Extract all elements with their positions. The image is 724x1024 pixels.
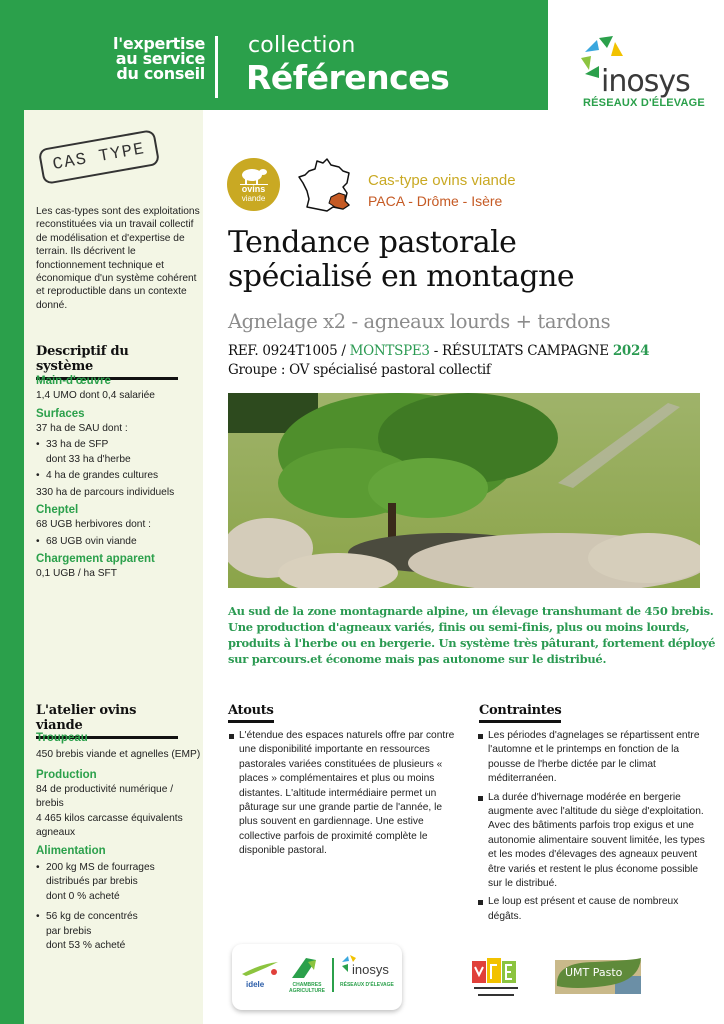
- left-green-strip: [0, 110, 24, 1024]
- descriptif-block: [36, 371, 201, 582]
- page-subtitle: Agnelage x2 - agneaux lourds + tardons: [228, 310, 611, 333]
- region-label: PACA - Drôme - Isère: [368, 193, 503, 209]
- contraintes-item: La durée d'hivernage modérée en bergerie augmente avec l'altitude du siège d'exploitation. Avec des bâtiments parfois trop exigus et une autonomie alimentaire souvent limitée, les types et les modes d'élevages des agneaux peuvent être variés et restent le plus économe possible sur le distribué.: [477, 791, 709, 892]
- collection-label: collection: [248, 33, 356, 58]
- cheptel-item: • 68 UGB ovin viande: [36, 535, 201, 550]
- title-line: Tendance pastorale: [228, 225, 517, 260]
- inosys-small-wordmark: inosys: [352, 962, 389, 977]
- surfaces-tail: 330 ha de parcours individuels: [36, 486, 175, 498]
- badge-line2: viande: [241, 194, 266, 203]
- ovins-viande-badge: [227, 158, 280, 211]
- partner-logos-card: [232, 944, 402, 1010]
- alimentation-item-line: 56 kg de concentrés: [46, 911, 138, 922]
- atouts-title: Atouts: [228, 703, 274, 723]
- tagline: [60, 36, 205, 81]
- alimentation-item-line: dont 53 % acheté: [46, 940, 126, 951]
- footer-divider: [332, 958, 334, 992]
- atelier-title: L'atelier ovins viande: [36, 703, 178, 739]
- tagline-line: du conseil: [116, 64, 205, 83]
- production-label: Production: [36, 768, 97, 781]
- contraintes-title: Contraintes: [479, 703, 561, 723]
- inosys-subtitle: RÉSEAUX D'ÉLEVAGE: [583, 97, 705, 109]
- descriptif-title: Descriptif du système: [36, 344, 178, 380]
- atelier-block: [36, 728, 201, 954]
- atouts-list: [228, 729, 458, 863]
- surfaces-label: Surfaces: [36, 407, 85, 420]
- chambres-label: CHAMBRES AGRICULTURE: [288, 982, 325, 994]
- troupeau-value: 450 brebis viande et agnelles (EMP): [36, 749, 201, 760]
- inosys-wordmark: inosys: [601, 64, 690, 99]
- reference-line: [228, 343, 649, 359]
- atouts-item: L'étendue des espaces naturels offre par contre une disponibilité importante en ressources pastorales variées constituées de plusieurs « places » complémentaires et plus ou moins distantes. L'altitude intermédiaire permet un pâturage sur une grande partie de l'année, le plus souvent en gardiennage. Une estive collective parfois de proximité complète le disponible pastoral.: [228, 729, 458, 859]
- collection-name: Références: [246, 58, 450, 97]
- ref-prefix: REF. 0924T1005 /: [228, 343, 350, 359]
- umt-pasto-label: UMT Pasto: [565, 966, 623, 979]
- umt-pasto-logo: [555, 956, 641, 994]
- production-line1: 84 de productivité numérique / brebis: [36, 783, 174, 809]
- ref-code: MONTSPE3: [349, 343, 430, 359]
- ref-middle: - RÉSULTATS CAMPAGNE: [429, 343, 613, 359]
- surfaces-lead: 37 ha de SAU dont :: [36, 422, 128, 434]
- contraintes-item: Les périodes d'agnelages se répartissent entre l'automne et le printemps en fonction de la pousse de l'herbe dictée par le climat méditerranéen.: [477, 729, 709, 787]
- cas-type-stamp: CAS TYPE: [38, 129, 160, 185]
- title-line: spécialisé en montagne: [228, 259, 575, 294]
- mre-logo: [470, 955, 522, 1000]
- alimentation-item-line: dont 0 % acheté: [46, 890, 120, 902]
- main-oeuvre-label: Main-d'œuvre: [36, 375, 111, 387]
- surfaces-item-text: 33 ha de SFP: [46, 439, 109, 450]
- chargement-value: 0,1 UGB / ha SFT: [36, 568, 117, 579]
- main-oeuvre-value: 1,4 UMO dont 0,4 salariée: [36, 390, 155, 401]
- header-band: [0, 0, 548, 110]
- inosys-logo: [573, 34, 708, 114]
- cheptel-lead: 68 UGB herbivores dont :: [36, 519, 151, 530]
- summary-text: Au sud de la zone montagnarde alpine, un élevage transhumant de 450 brebis. Une production d'agneaux variés, finis ou semi-finis, plus ou moins lourds, produits à l'herbe ou en bergerie. Un système très pâturant, fortement déployé sur parcours.et économe mais pas autonome sur le distribué.: [228, 604, 716, 666]
- sidebar-intro: Les cas-types sont des exploitations reconstituées via un travail collectif de modélisation et d'expertise de terrain. Ils décrivent le fonctionnement technique et économique d'un système cohérent et reproductible dans un contexte donné.: [36, 206, 200, 311]
- tagline-line: l'expertise: [113, 34, 205, 53]
- alimentation-label: Alimentation: [36, 844, 106, 857]
- chambres-agriculture-icon: [290, 956, 320, 980]
- idele-label: idele: [246, 980, 265, 989]
- ref-year: 2024: [612, 343, 650, 359]
- page-title: [228, 226, 574, 294]
- alimentation-item-line: 200 kg MS de fourrages: [46, 861, 155, 873]
- surfaces-item: • 4 ha de grandes cultures: [36, 469, 201, 484]
- contraintes-item: Le loup est présent et cause de nombreux dégâts.: [477, 895, 709, 924]
- contraintes-list: [477, 729, 709, 928]
- badge-line1: ovins: [241, 184, 266, 194]
- france-map-icon: [297, 157, 355, 215]
- alimentation-item: [36, 861, 201, 905]
- cheptel-label: Cheptel: [36, 504, 79, 516]
- alimentation-item-line: distribués par brebis: [46, 876, 138, 887]
- tagline-line: au service: [115, 49, 205, 68]
- sheep-icon: [240, 167, 268, 185]
- alimentation-item: [36, 910, 201, 954]
- chargement-label: Chargement apparent: [36, 553, 155, 565]
- inosys-small-subtitle: RÉSEAUX D'ÉLEVAGE: [340, 982, 394, 988]
- cas-type-label: Cas-type ovins viande: [368, 172, 516, 189]
- idele-swoosh-icon: [242, 960, 280, 978]
- pasture-sheep-photo: [228, 393, 700, 588]
- surfaces-item-text: dont 33 ha d'herbe: [46, 453, 131, 465]
- troupeau-label: Troupeau: [36, 732, 88, 744]
- surfaces-item: [36, 438, 201, 467]
- alimentation-item-line: par brebis: [46, 925, 92, 937]
- header-divider: [215, 36, 218, 98]
- group-line: Groupe : OV spécialisé pastoral collectif: [228, 362, 491, 378]
- production-line2: 4 465 kilos carcasse équivalents agneaux: [36, 812, 183, 838]
